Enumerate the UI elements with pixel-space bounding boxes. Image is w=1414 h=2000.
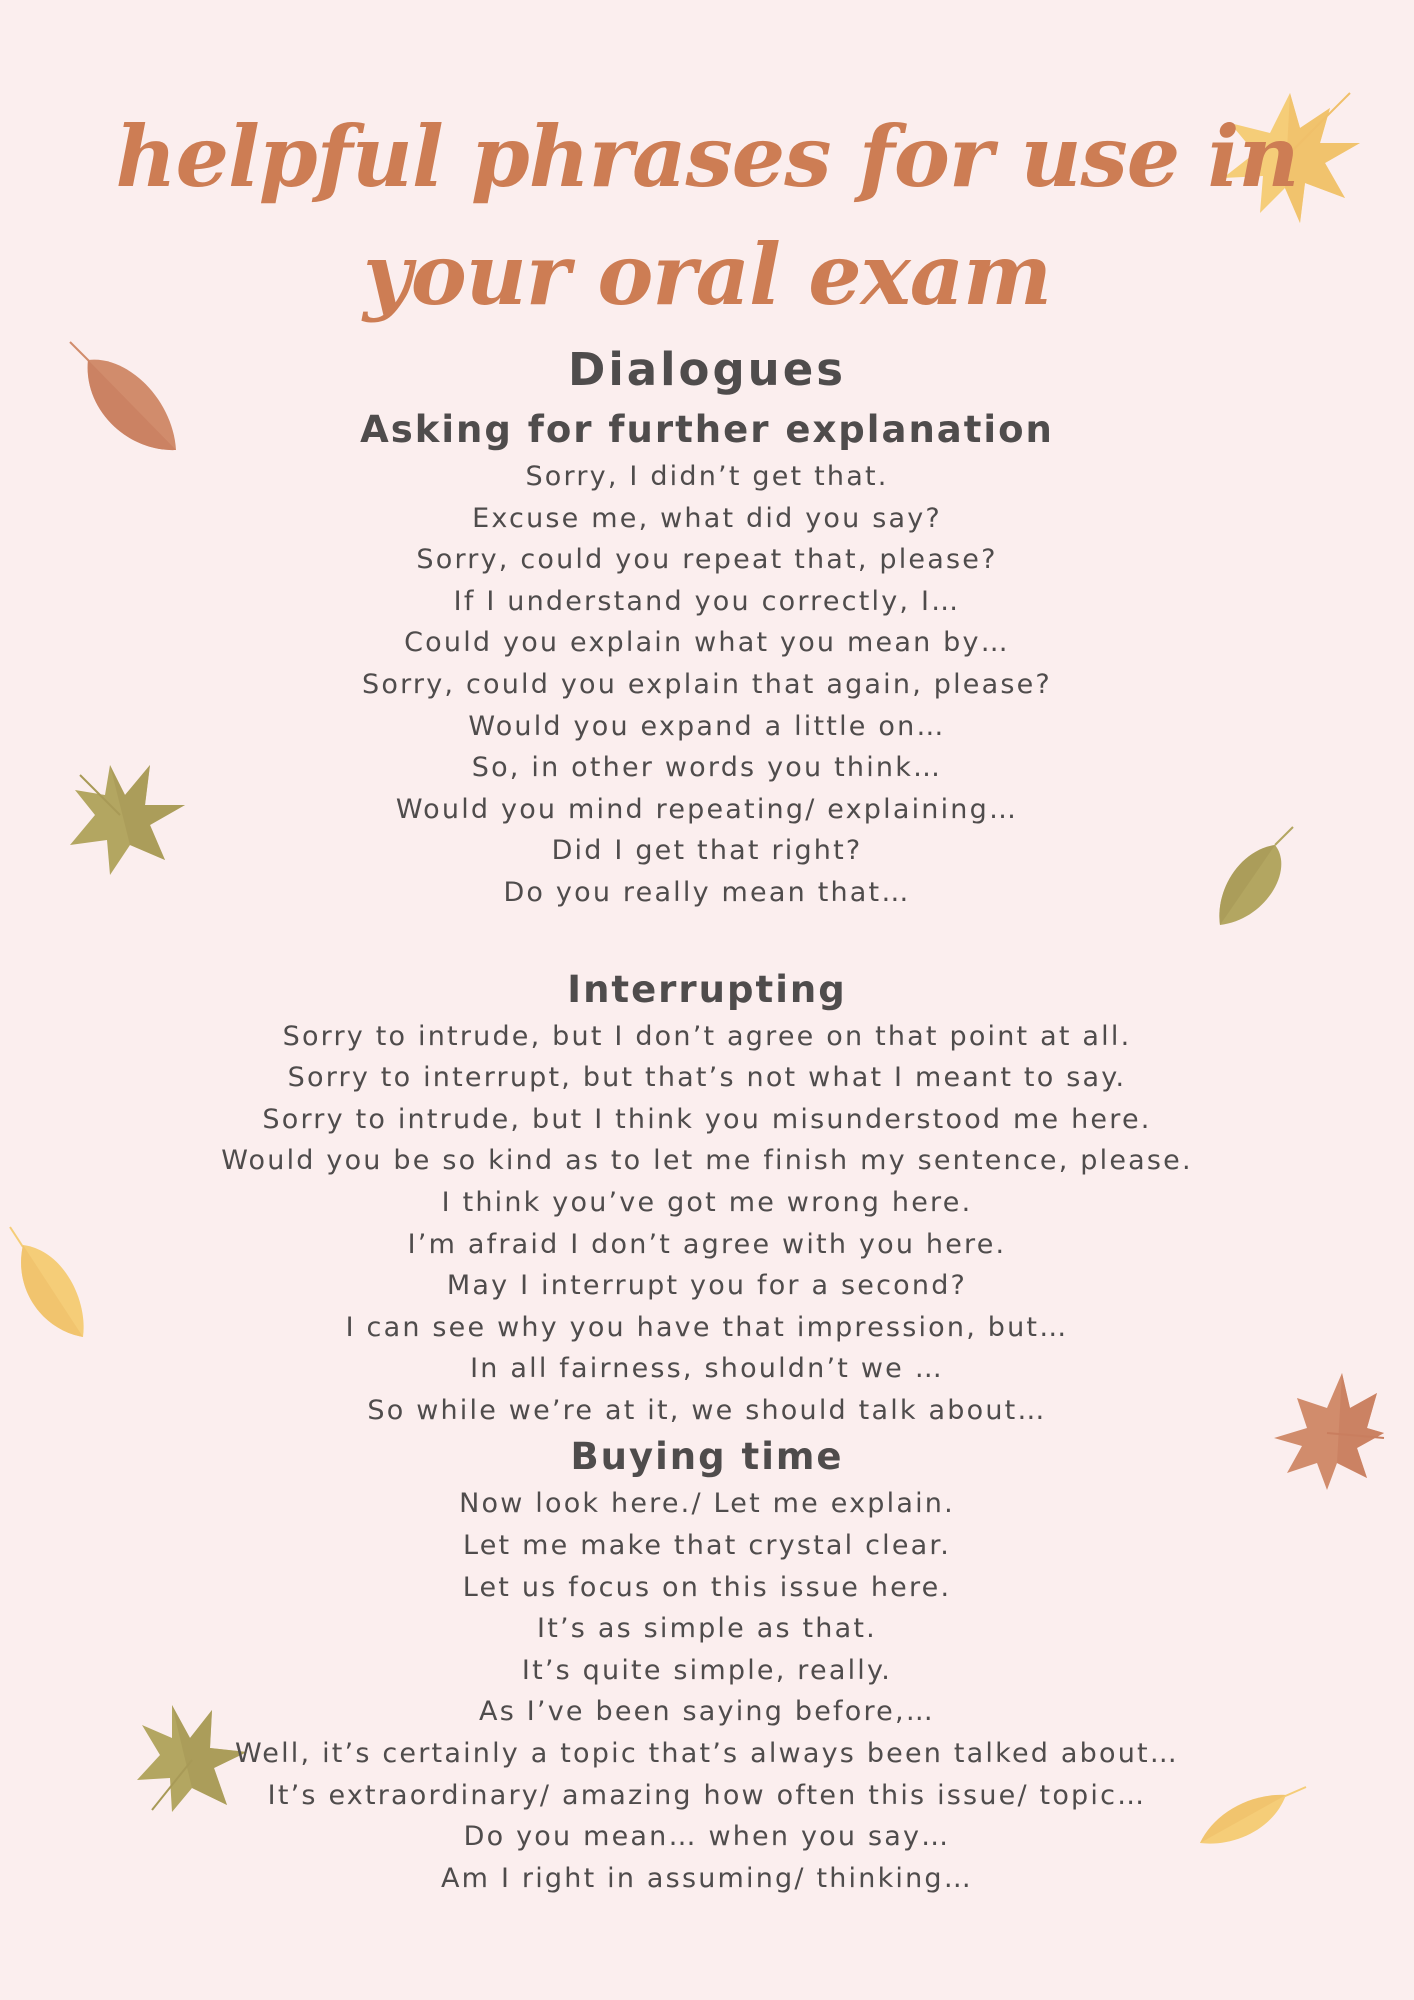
phrase-item: Am I right in assuming/ thinking… [441, 1862, 973, 1894]
phrase-item: Would you be so kind as to let me finish my sentence, please. [221, 1145, 1193, 1177]
phrase-item: In all fairness, shouldn’t we … [470, 1353, 944, 1385]
phrase-item: Sorry to interrupt, but that’s not what I meant to say. [287, 1062, 1127, 1094]
phrase-item: Do you really mean that… [503, 876, 911, 908]
phrase-list [0, 1483, 1414, 1899]
phrase-item: Sorry to intrude, but I don’t agree on that point at all. [282, 1020, 1132, 1052]
content [0, 336, 1414, 1899]
title-line-2: your oral exam [362, 225, 1052, 324]
phrase-item: If I understand you correctly, I… [453, 585, 961, 617]
phrase-item: Sorry, could you explain that again, please? [362, 668, 1052, 700]
phrase-item: Do you mean… when you say… [463, 1821, 951, 1853]
phrase-item: I’m afraid I don’t agree with you here. [407, 1228, 1007, 1260]
phrase-item: So, in other words you think… [471, 752, 943, 784]
phrase-item: I think you’ve got me wrong here. [441, 1186, 973, 1218]
main-heading: Dialogues [567, 343, 847, 396]
section-heading: Interrupting [567, 967, 847, 1011]
phrase-item: I can see why you have that impression, but… [345, 1311, 1069, 1343]
phrase-list [0, 1016, 1414, 1432]
title-line-1: helpful phrases for use in [115, 107, 1299, 206]
phrase-item: May I interrupt you for a second? [446, 1270, 968, 1302]
phrase-list [0, 456, 1414, 914]
phrase-item: It’s as simple as that. [537, 1613, 877, 1645]
phrase-item: Would you expand a little on… [468, 710, 946, 742]
phrase-item: Sorry, I didn’t get that. [525, 461, 889, 492]
phrase-item: Well, it’s certainly a topic that’s always been talked about… [234, 1738, 1180, 1770]
phrase-item: Now look here./ Let me explain. [459, 1488, 955, 1520]
phrase-item: Let me make that crystal clear. [462, 1530, 952, 1562]
phrase-item: As I’ve been saying before,… [479, 1696, 935, 1728]
phrase-item: Could you explain what you mean by… [404, 627, 1010, 659]
phrase-item: Sorry, could you repeat that, please? [416, 544, 998, 576]
phrase-item: Would you mind repeating/ explaining… [395, 793, 1019, 825]
phrase-item: It’s quite simple, really. [521, 1654, 893, 1686]
phrase-item: It’s extraordinary/ amazing how often this issue/ topic… [267, 1779, 1147, 1811]
section-heading: Asking for further explanation [360, 408, 1054, 451]
section-heading: Buying time [570, 1435, 844, 1479]
page-title [0, 98, 1414, 334]
phrase-item: Sorry to intrude, but I think you misunderstood me here. [262, 1103, 1152, 1135]
spacer [0, 914, 1414, 964]
phrase-item: Let us focus on this issue here. [462, 1571, 952, 1603]
phrase-item: Did I get that right? [551, 835, 863, 867]
phrase-item: So while we’re at it, we should talk about… [367, 1394, 1047, 1426]
phrase-item: Excuse me, what did you say? [472, 502, 942, 534]
